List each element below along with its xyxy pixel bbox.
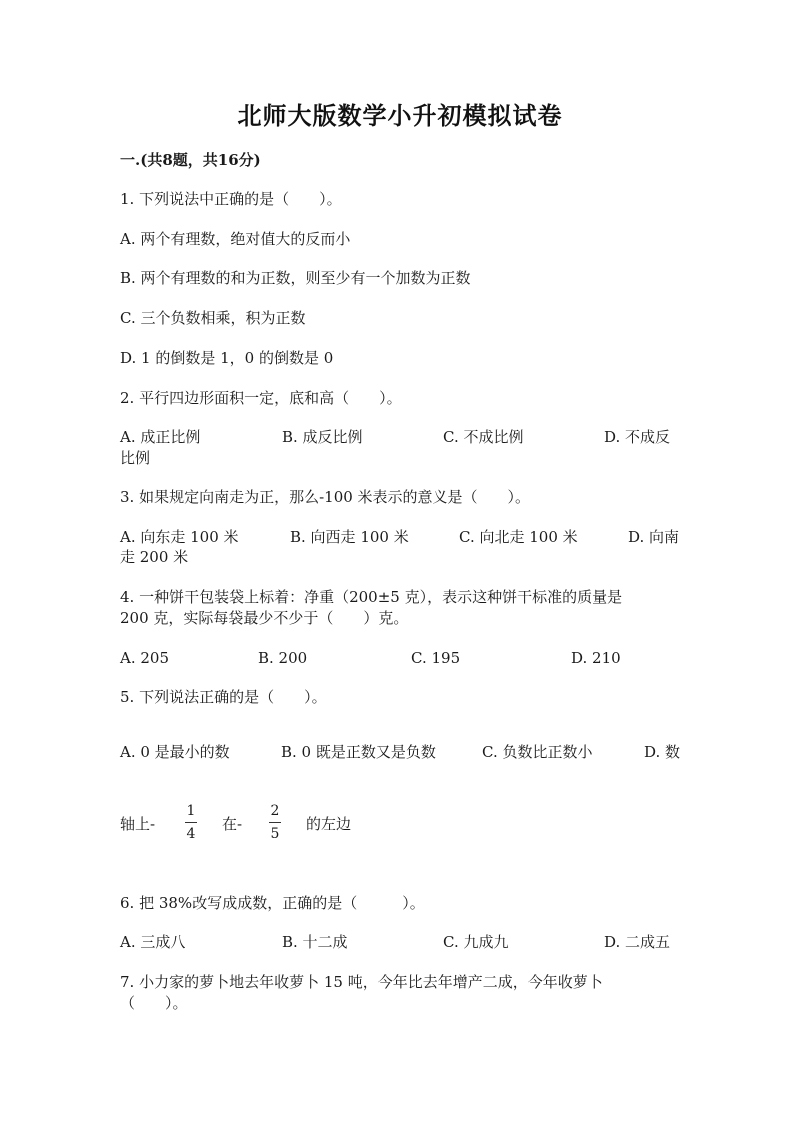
question-2-stem: 2. 平行四边形面积一定，底和高（ ）。: [120, 389, 402, 407]
question-6-stem: 6. 把 38%改写成成数，正确的是（ ）。: [120, 894, 425, 912]
question-6-option-c: C. 九成九: [443, 933, 509, 951]
question-4-stem-line-1: 4. 一种饼干包装袋上标着：净重（200±5 克），表示这种饼干标准的质量是: [120, 588, 623, 606]
question-1-stem: 1. 下列说法中正确的是（ ）。: [120, 190, 342, 208]
question-7-stem-line-1: 7. 小力家的萝卜地去年收萝卜 15 吨，今年比去年增产二成，今年收萝卜: [120, 973, 603, 991]
question-4-option-d: D. 210: [571, 649, 621, 667]
question-1-option-d: D. 1 的倒数是 1，0 的倒数是 0: [120, 349, 334, 367]
fraction-one-quarter: [183, 802, 199, 843]
question-3-option-b: B. 向西走 100 米: [290, 528, 409, 546]
question-5-wrap-b: 在-: [222, 815, 243, 833]
question-5-wrap-a: 轴上-: [120, 815, 156, 833]
question-5-option-c: C. 负数比正数小: [482, 743, 593, 761]
question-7-stem-line-2: （ ）。: [120, 994, 188, 1012]
fraction-bar: [269, 822, 281, 823]
question-4-option-b: B. 200: [258, 649, 308, 667]
question-2-option-b: B. 成反比例: [282, 428, 363, 446]
fraction-numerator: 2: [270, 803, 280, 819]
section-heading: 一.(共8题，共16分): [120, 151, 261, 169]
question-2-option-c: C. 不成比例: [443, 428, 524, 446]
question-6-option-a: A. 三成八: [120, 933, 186, 951]
question-6-option-d: D. 二成五: [604, 933, 671, 951]
question-5-stem: 5. 下列说法正确的是（ ）。: [120, 688, 327, 706]
question-4-option-c: C. 195: [411, 649, 461, 667]
question-3-option-d: D. 向南: [628, 528, 680, 546]
question-1-option-c: C. 三个负数相乘，积为正数: [120, 309, 306, 327]
fraction-bar: [185, 822, 197, 823]
page-title: 北师大版数学小升初模拟试卷: [237, 101, 563, 130]
question-5-option-a: A. 0 是最小的数: [120, 743, 230, 761]
question-2-option-d-wrap: 比例: [120, 449, 151, 467]
question-5-wrap-c: 的左边: [306, 815, 352, 833]
question-5-option-b: B. 0 既是正数又是负数: [281, 743, 436, 761]
question-1-option-b: B. 两个有理数的和为正数，则至少有一个加数为正数: [120, 269, 471, 287]
fraction-two-fifths: [267, 802, 283, 843]
question-4-stem-line-2: 200 克，实际每袋最少不少于（ ）克。: [120, 609, 409, 627]
question-5-option-d: D. 数: [644, 743, 681, 761]
question-3-stem: 3. 如果规定向南走为正，那么-100 米表示的意义是（ ）。: [120, 488, 531, 506]
question-3-option-a: A. 向东走 100 米: [120, 528, 239, 546]
fraction-denominator: 4: [186, 826, 196, 842]
question-6-option-b: B. 十二成: [282, 933, 348, 951]
question-3-option-c: C. 向北走 100 米: [459, 528, 578, 546]
question-3-option-d-wrap: 走 200 米: [120, 548, 189, 566]
fraction-numerator: 1: [186, 803, 196, 819]
fraction-denominator: 5: [270, 826, 280, 842]
question-1-option-a: A. 两个有理数，绝对值大的反而小: [120, 230, 351, 248]
question-4-option-a: A. 205: [120, 649, 169, 667]
question-2-option-a: A. 成正比例: [120, 428, 201, 446]
question-2-option-d: D. 不成反: [604, 428, 671, 446]
